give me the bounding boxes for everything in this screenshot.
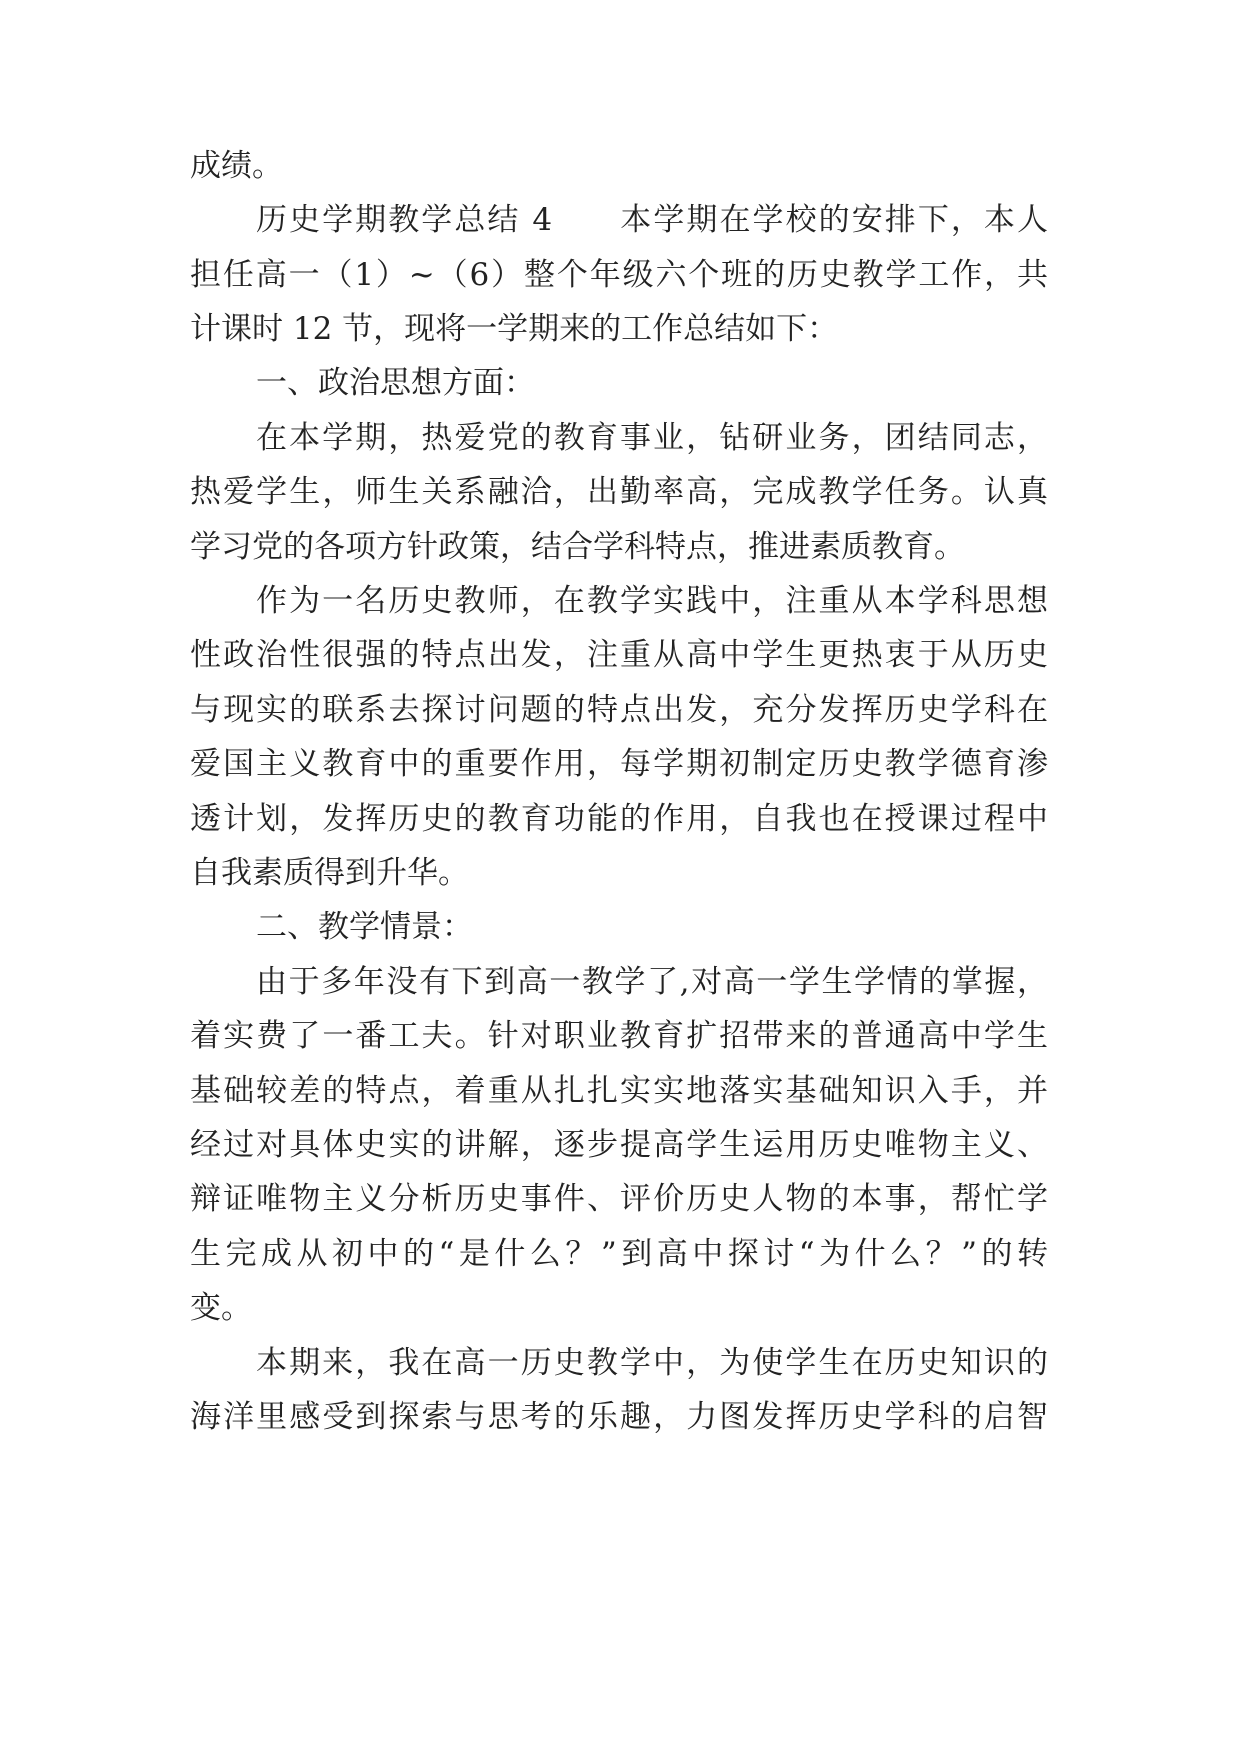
- text-line: 与现实的联系去探讨问题的特点出发，充分发挥历史学科在: [190, 692, 1048, 728]
- text-line: 学习党的各项方针政策，结合学科特点，推进素质教育。: [190, 529, 965, 565]
- text-line: 历史学期教学总结 4 本学期在学校的安排下，本人: [256, 202, 1048, 238]
- text-line: 基础较差的特点，着重从扎扎实实地落实基础知识入手，并: [190, 1073, 1048, 1109]
- text-line: 性政治性很强的特点出发，注重从高中学生更热衷于从历史: [190, 637, 1048, 673]
- text-line: 由于多年没有下到高一教学了,对高一学生学情的掌握，: [256, 964, 1048, 1000]
- text-line: 生完成从初中的“是什么？”到高中探讨“为什么？”的转: [190, 1236, 1048, 1272]
- section-heading: 一、政治思想方面：: [256, 365, 535, 401]
- text-line: 热爱学生，师生关系融洽，出勤率高，完成教学任务。认真: [190, 474, 1048, 510]
- text-line: 变。: [190, 1290, 252, 1326]
- text-line: 经过对具体史实的讲解，逐步提高学生运用历史唯物主义、: [190, 1127, 1048, 1163]
- text-line: 海洋里感受到探索与思考的乐趣，力图发挥历史学科的启智: [190, 1399, 1048, 1435]
- text-line: 计课时 12 节，现将一学期来的工作总结如下：: [190, 311, 839, 347]
- text-line: 辩证唯物主义分析历史事件、评价历史人物的本事，帮忙学: [190, 1181, 1048, 1217]
- text-line: 成绩。: [190, 148, 283, 184]
- text-line: 爱国主义教育中的重要作用，每学期初制定历史教学德育渗: [190, 746, 1048, 782]
- section-heading: 二、教学情景：: [256, 909, 473, 945]
- text-line: 自我素质得到升华。: [190, 855, 469, 891]
- text-line: 本期来，我在高一历史教学中，为使学生在历史知识的: [256, 1345, 1048, 1381]
- text-line: 担任高一（1）~（6）整个年级六个班的历史教学工作，共: [190, 257, 1048, 293]
- text-line: 在本学期，热爱党的教育事业，钻研业务，团结同志，: [256, 420, 1048, 456]
- text-line: 透计划，发挥历史的教育功能的作用，自我也在授课过程中: [190, 801, 1048, 837]
- text-line: 作为一名历史教师，在教学实践中，注重从本学科思想: [256, 583, 1048, 619]
- text-line: 着实费了一番工夫。针对职业教育扩招带来的普通高中学生: [190, 1018, 1048, 1054]
